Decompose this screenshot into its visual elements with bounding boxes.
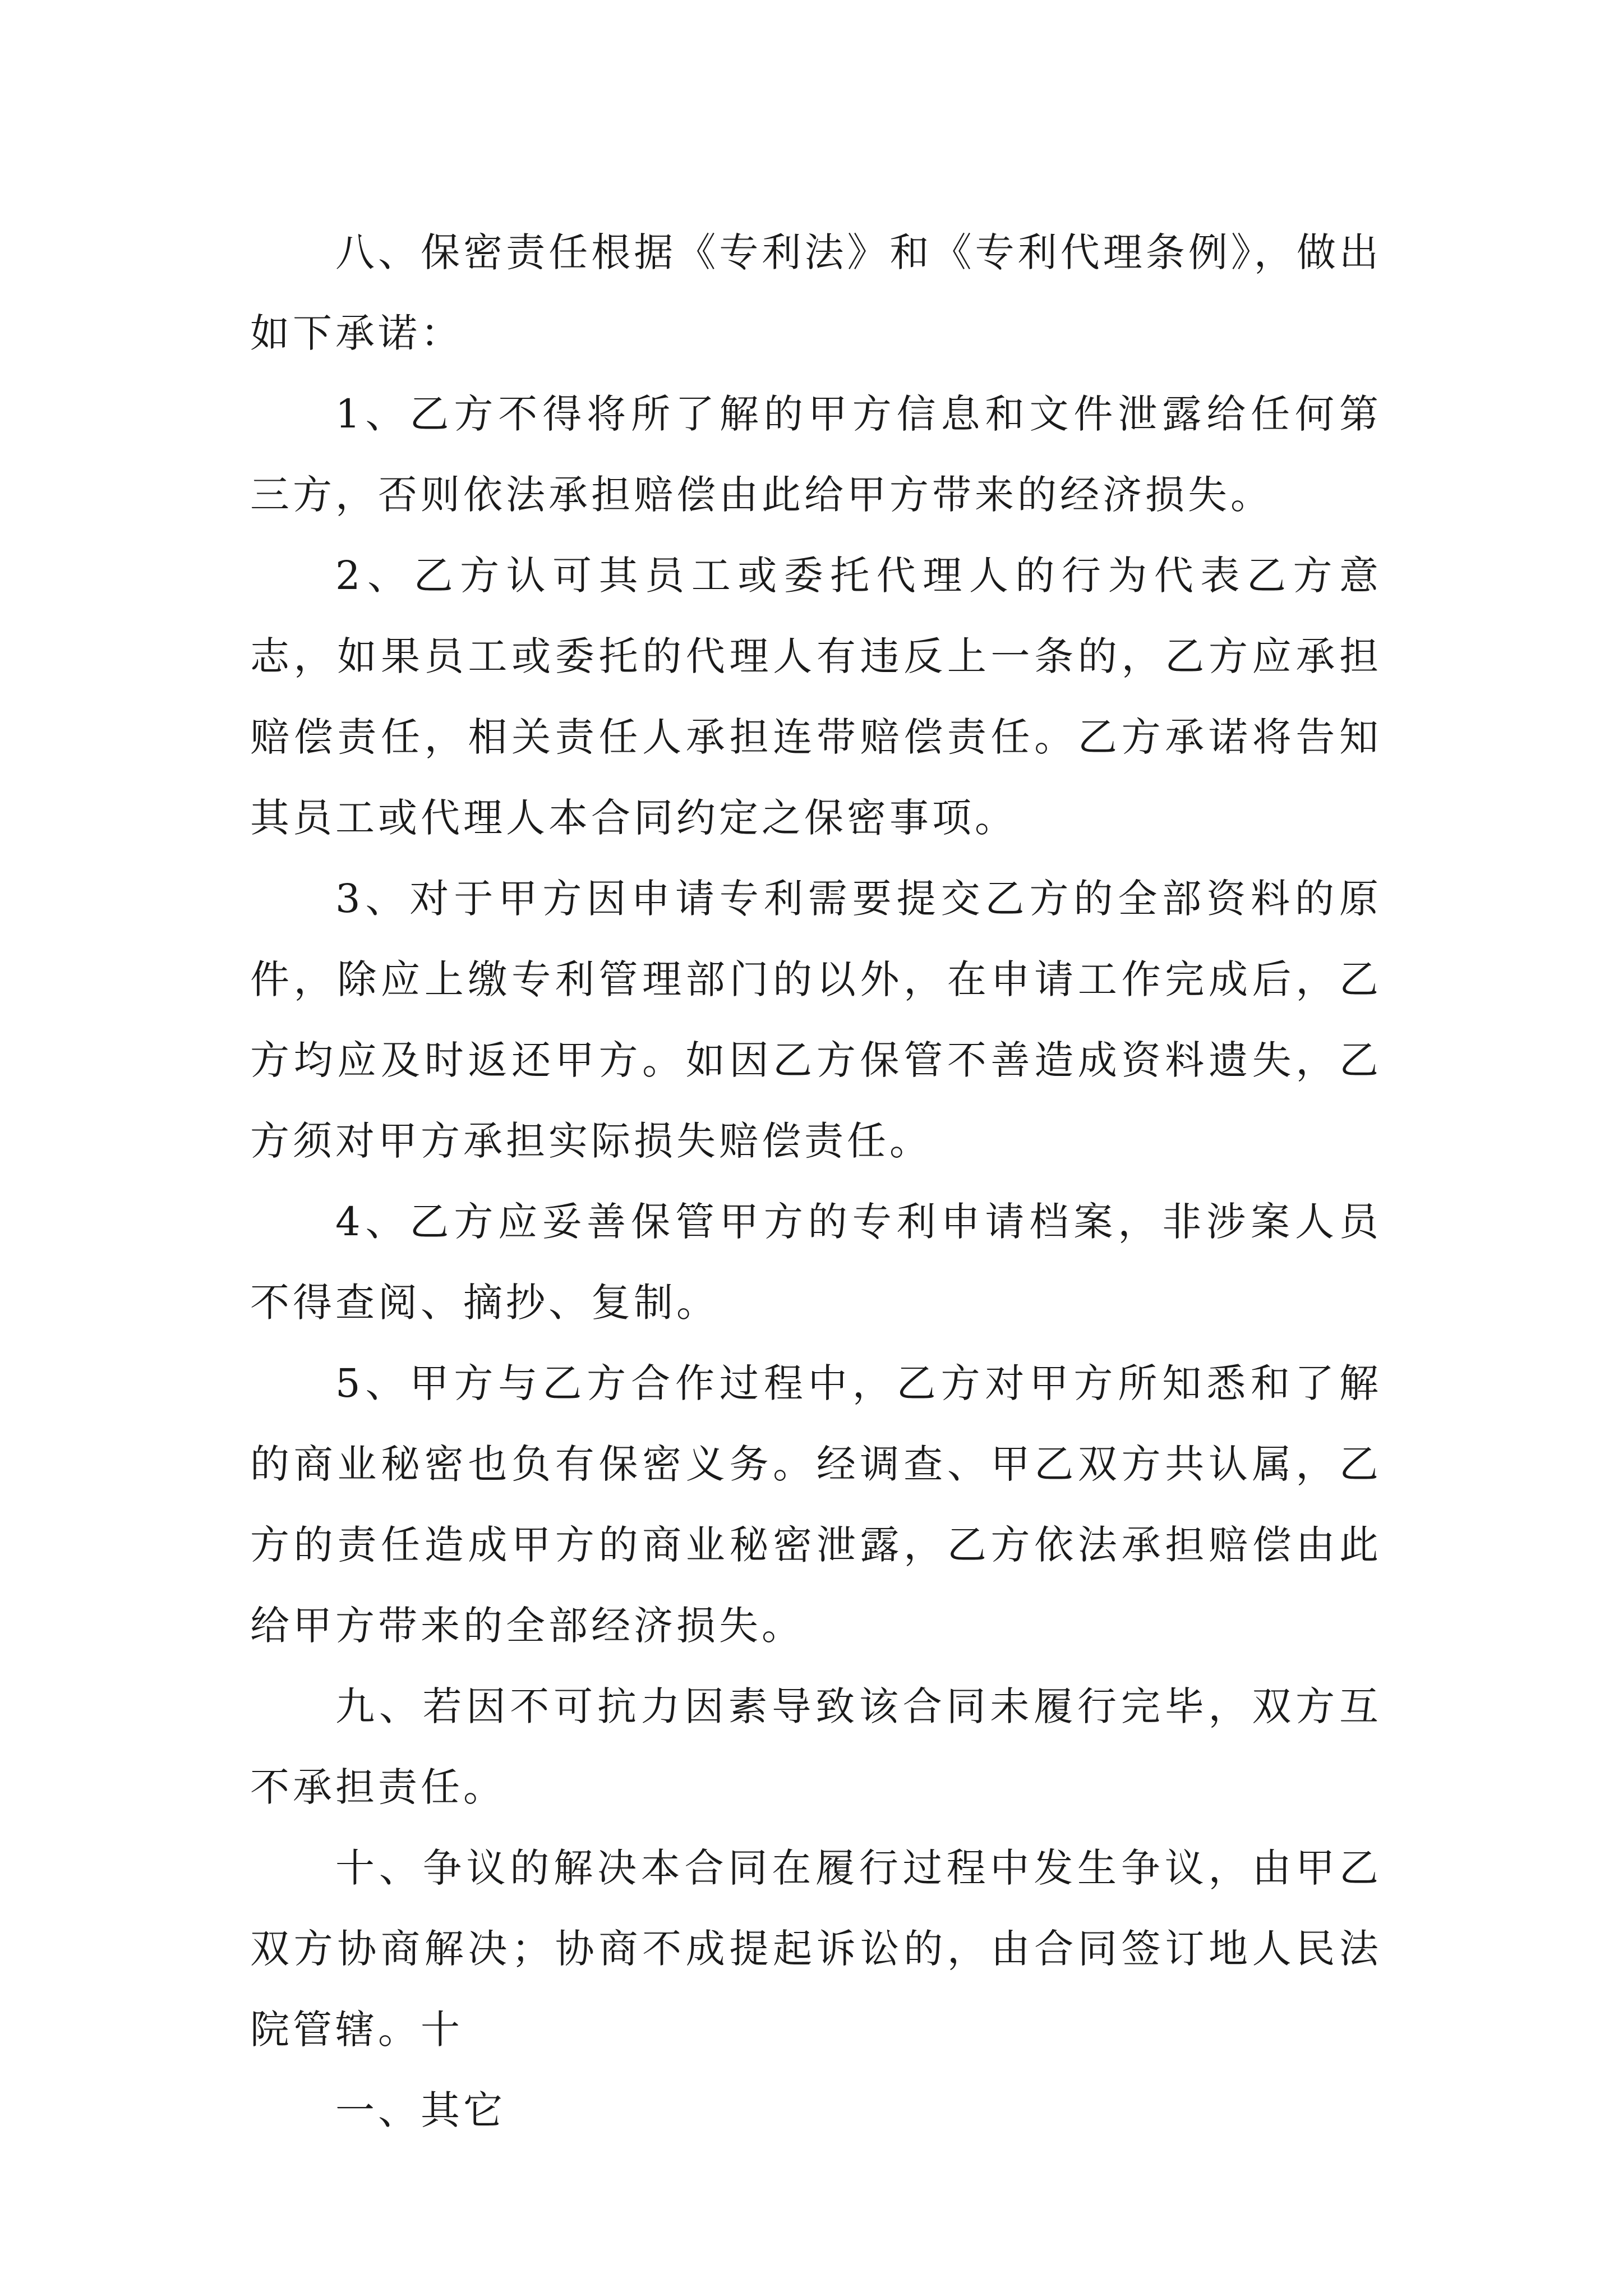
document-body xyxy=(250,212,1382,2151)
clause-8-item-5: 5、甲方与乙方合作过程中，乙方对甲方所知悉和了解的商业秘密也负有保密义务。经调查、甲乙双方共认属，乙方的责任造成甲方的商业秘密泄露，乙方依法承担赔偿由此给甲方带来的全部经济损失。 xyxy=(250,1360,1382,1649)
clause-8-item-1: 1、乙方不得将所了解的甲方信息和文件泄露给任何第三方，否则依法承担赔偿由此给甲方带来的经济损失。 xyxy=(250,391,1382,518)
clause-11-other: 一、其它 xyxy=(335,2087,506,2133)
clause-9-force-majeure: 九、若因不可抗力因素导致该合同未履行完毕，双方互不承担责任。 xyxy=(250,1683,1382,1810)
clause-8-confidentiality: 八、保密责任根据《专利法》和《专利代理条例》，做出如下承诺： xyxy=(250,229,1382,356)
clause-8-item-3: 3、对于甲方因申请专利需要提交乙方的全部资料的原件，除应上缴专利管理部门的以外，在申请工作完成后，乙方均应及时返还甲方。如因乙方保管不善造成资料遗失，乙方须对甲方承担实际损失赔偿责任。 xyxy=(250,876,1382,1164)
clause-8-item-4: 4、乙方应妥善保管甲方的专利申请档案，非涉案人员不得查阅、摘抄、复制。 xyxy=(250,1199,1382,1326)
clause-8-item-2: 2、乙方认可其员工或委托代理人的行为代表乙方意志，如果员工或委托的代理人有违反上一条的，乙方应承担赔偿责任，相关责任人承担连带赔偿责任。乙方承诺将告知其员工或代理人本合同约定之保密事项。 xyxy=(250,553,1382,841)
clause-10-dispute-resolution: 十、争议的解决本合同在履行过程中发生争议，由甲乙双方协商解决；协商不成提起诉讼的，由合同签订地人民法院管辖。十 xyxy=(250,1845,1382,2053)
